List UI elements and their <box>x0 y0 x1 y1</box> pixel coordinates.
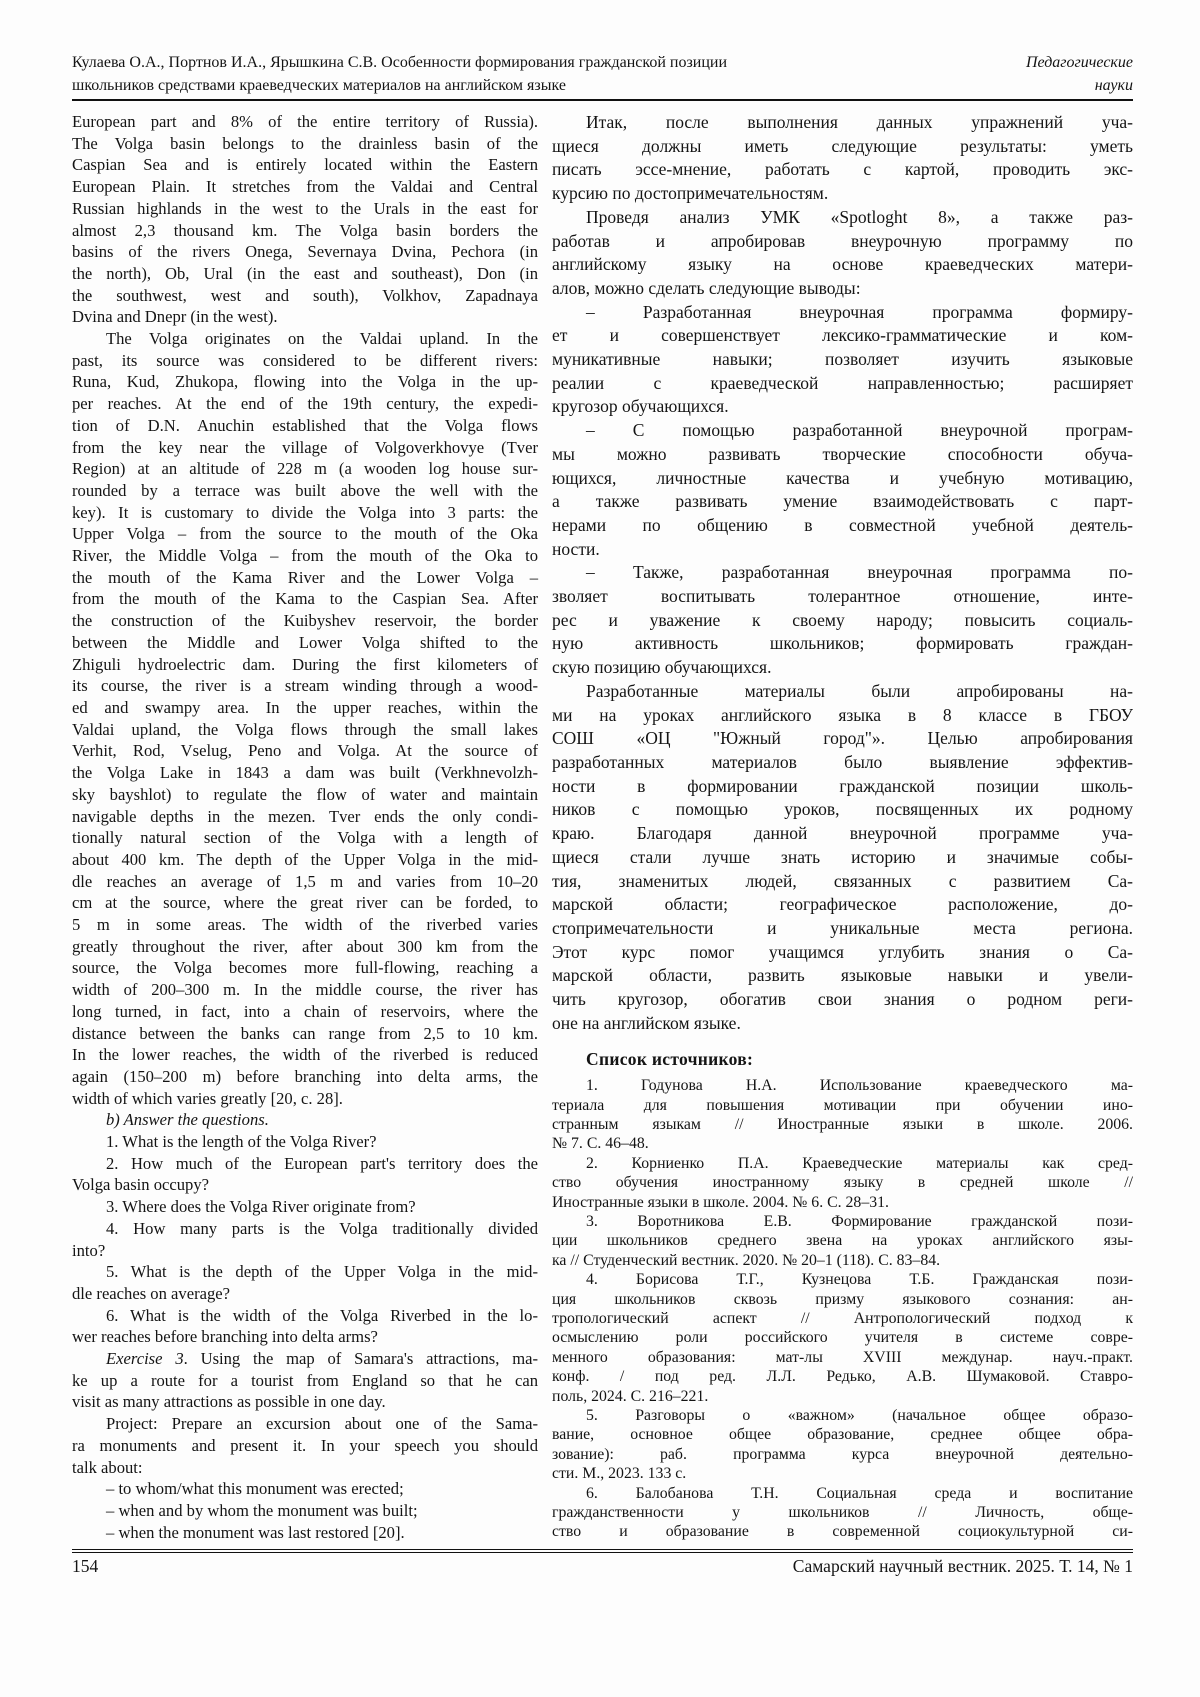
text-line: 4. How many parts is the Volga traditionally divided <box>106 1218 538 1238</box>
question-1 <box>72 1131 538 1153</box>
text-line: cm at the source, where the great river can be forded, to <box>72 893 538 913</box>
text-line: Caspian Sea and is entirely located within the Eastern <box>72 155 538 175</box>
text-line: 2. How much of the European part's territory does the <box>106 1153 538 1173</box>
reference-1 <box>552 1076 1133 1154</box>
text-line: работав и апробировав внеурочную программу по <box>552 230 1133 251</box>
text-line: муникативные навыки; позволяет изучить языковые <box>552 349 1133 370</box>
text-line: from the mouth of the Kama to the Caspian Sea. After <box>72 589 538 609</box>
text-line: Russian highlands in the west to the Urals in the east for <box>72 198 538 218</box>
text-line: сти. М., 2023. 133 с. <box>552 1465 687 1483</box>
text-line: ство обучения иностранному языку в средней школе // <box>552 1174 1133 1192</box>
text-line: visit as many attractions as possible in one day. <box>72 1392 386 1412</box>
text-line: 6. What is the width of the Volga Riverbed in the lo- <box>106 1305 538 1325</box>
text-line: about 400 km. The depth of the Upper Volga in the mid- <box>72 849 538 869</box>
text-line: between the Middle and Lower Volga shifted to the <box>72 632 538 652</box>
text-line: ную активность школьников; формировать граждан- <box>552 633 1133 654</box>
text-line: Dvina and Dnepr (in the west). <box>72 307 278 327</box>
text-line: – Разработанная внеурочная программа формиру- <box>586 301 1133 322</box>
text-line: мы можно развивать творческие способности обуча- <box>552 443 1133 464</box>
text-line: странным языкам // Иностранные языки в школе. 2006. <box>552 1115 1133 1133</box>
page-footer <box>72 1556 1133 1577</box>
text-line: The Volga originates on the Valdai upland. In the <box>106 329 538 349</box>
reference-5 <box>552 1406 1133 1484</box>
text-line: а также развивать умение взаимодействовать с парт- <box>552 491 1133 512</box>
reference-4 <box>552 1270 1133 1406</box>
text-line: ke up a route for a tourist from England so that he can <box>72 1370 538 1390</box>
text-line: 3. Воротникова Е.В. Формирование гражданской пози- <box>586 1212 1133 1230</box>
text-line: per reaches. At the end of the 19th century, the expedi- <box>72 394 538 414</box>
header-rule <box>72 99 1133 101</box>
running-head <box>72 52 1133 97</box>
text-line: navigable depths in the mezen. Tver ends the only condi- <box>72 806 538 826</box>
question-6 <box>72 1305 538 1348</box>
text-line: ка // Студенческий вестник. 2020. № 20–1 (118). С. 83–84. <box>552 1251 941 1269</box>
text-line: СОШ «ОЦ "Южный город"». Целью апробирования <box>552 728 1133 749</box>
conclusion-1 <box>552 301 1133 420</box>
left-column <box>72 111 538 1543</box>
text-line: ция школьников сквозь призму языкового сознания: ан- <box>552 1290 1133 1308</box>
text-line: писать эссе-мнение, работать с картой, проводить экс- <box>552 159 1133 180</box>
approbation-paragraph <box>552 680 1133 1036</box>
section-name-header <box>1026 52 1133 97</box>
text-line: щиеся стали лучше знать историю и значимые собы- <box>552 846 1133 867</box>
reference-2 <box>552 1154 1133 1212</box>
conclusion-3 <box>552 561 1133 680</box>
text-line: ющихся, личностные качества и учебную мотивацию, <box>552 467 1133 488</box>
text-line: past, its source was considered to be different rivers: <box>72 350 538 370</box>
article-title-header <box>72 52 1026 97</box>
text-line: distance between the banks can range from 2,5 to 10 km. <box>72 1023 538 1043</box>
volga-origin-paragraph <box>72 328 538 1109</box>
text-line: European Plain. It stretches from the Valdai and Central <box>72 177 538 197</box>
text-line: basins of the rivers Onega, Severnaya Dvina, Pechora (in <box>72 242 538 262</box>
text-line: вание, основное общее образование, среднее общее обра- <box>552 1426 1133 1444</box>
task-b-heading <box>72 1109 538 1131</box>
project-paragraph <box>72 1413 538 1478</box>
text-line: 3. Where does the Volga River originate from? <box>106 1197 416 1217</box>
text-line: tion of D.N. Anuchin established that the Volga flows <box>72 415 538 435</box>
text-line: конф. / под ред. Л.Л. Редько, А.В. Шумаковой. Ставро- <box>552 1368 1133 1386</box>
text-line: rounded by a terrace was built above the well with the <box>72 480 538 500</box>
exercise-3-paragraph <box>72 1348 538 1413</box>
text-line: dle reaches an average of 1,5 m and varies from 10–20 <box>72 871 538 891</box>
text-line: 6. Балобанова Т.Н. Социальная среда и воспитание <box>586 1484 1133 1502</box>
results-paragraph <box>552 111 1133 206</box>
text-line: зволяет воспитывать толерантное отношение, инте- <box>552 586 1133 607</box>
text-line: ников с помощью уроков, посвященных их родному <box>552 799 1133 820</box>
text-line: нерами по общению в совместной учебной деятель- <box>552 514 1133 535</box>
text-line: – when the monument was last restored [20]. <box>106 1522 405 1542</box>
reference-6 <box>552 1484 1133 1542</box>
text-line: разработанных материалов было выявление эффектив- <box>552 751 1133 772</box>
reference-3 <box>552 1212 1133 1270</box>
text-line: key). It is customary to divide the Volga into 3 parts: the <box>72 502 538 522</box>
text-line: 4. Борисова Т.Г., Кузнецова Т.Б. Гражданская пози- <box>586 1271 1133 1289</box>
text-line: чить кругозор, обогатив свои знания о родном реги- <box>552 989 1133 1010</box>
question-4 <box>72 1218 538 1261</box>
text-line: ции школьников среднего звена на уроках английского язы- <box>552 1232 1133 1250</box>
text-line: The Volga basin belongs to the drainless basin of the <box>72 133 538 153</box>
text-line: марской области, развить языковые навыки и увели- <box>552 965 1133 986</box>
text-line: Project: Prepare an excursion about one of the Sama- <box>106 1414 538 1434</box>
text-line: ности в формировании гражданской позиции школь- <box>552 775 1133 796</box>
project-item-1 <box>72 1478 538 1500</box>
text-line: рес и уважение к своему народу; повысить социаль- <box>552 609 1133 630</box>
text-line: almost 2,3 thousand km. The Volga basin borders the <box>72 220 538 240</box>
text-line: ности. <box>552 538 600 559</box>
journal-citation: Самарский научный вестник. 2025. Т. 14, № 1 <box>792 1556 1133 1576</box>
text-line: тия, знаменитых людей, связанных с развитием Са- <box>552 870 1133 891</box>
project-item-2 <box>72 1500 538 1522</box>
text-line: стопримечательности и уникальные места региона. <box>552 917 1133 938</box>
text-line: алов, можно сделать следующие выводы: <box>552 277 861 298</box>
text-line: width of which varies greatly [20, c. 28]. <box>72 1088 343 1108</box>
page-number: 154 <box>72 1556 99 1576</box>
question-2 <box>72 1153 538 1196</box>
text-line: Разработанные материалы были апробированы на- <box>586 680 1133 701</box>
article-title-line-1: Кулаева О.А., Портнов И.А., Ярышкина С.В. Особенности формирования гражданской позиции <box>72 54 728 71</box>
text-line: 5. What is the depth of the Upper Volga in the mid- <box>106 1262 538 1282</box>
text-line: Итак, после выполнения данных упражнений уча- <box>586 112 1133 132</box>
text-line: Exercise 3. Using the map of Samara's attractions, ma- <box>106 1349 539 1369</box>
text-line: Runa, Kud, Zhukopa, flowing into the Volga in the up- <box>72 372 538 392</box>
text-line: Этот курс помог учащимся углубить знания о Са- <box>552 941 1133 962</box>
text-line: Valdai upland, the Volga flows through the small lakes <box>72 719 538 739</box>
text-line: sky bayshlot) to regulate the flow of water and maintain <box>72 784 538 804</box>
text-line: the southwest, west and south), Volkhov, Zapadnaya <box>72 285 538 305</box>
text-line: 1. What is the length of the Volga River? <box>106 1132 377 1152</box>
text-line: краю. Благодаря данной внеурочной программе уча- <box>552 823 1133 844</box>
text-line: European part and 8% of the entire territory of Russia). <box>72 112 538 131</box>
analysis-paragraph <box>552 206 1133 301</box>
text-line: 1. Годунова Н.А. Использование краеведческого ма- <box>586 1077 1133 1095</box>
article-body <box>72 111 1133 1543</box>
question-5 <box>72 1261 538 1304</box>
text-line: английскому языку на основе краеведческих матери- <box>552 254 1133 275</box>
section-name-line-1: Педагогические <box>1025 54 1133 71</box>
text-line: териала для повышения мотивации при обучении ино- <box>552 1096 1133 1114</box>
text-line: марской области; географическое расположение, до- <box>552 894 1133 915</box>
text-line: into? <box>72 1240 106 1260</box>
text-line: – С помощью разработанной внеурочной програм- <box>586 420 1133 441</box>
project-item-3 <box>72 1522 538 1544</box>
text-line: the Volga Lake in 1843 a dam was built (Verkhnevolzh- <box>72 763 538 783</box>
text-line: ми на уроках английского языка в 8 классе в ГБОУ <box>552 704 1133 725</box>
text-line: greatly throughout the river, after about 300 km from the <box>72 936 538 956</box>
text-line: Region) at an altitude of 228 m (a wooden log house sur- <box>72 459 538 479</box>
text-line: Иностранные языки в школе. 2004. № 6. С. 28–31. <box>552 1193 889 1211</box>
footer-rule <box>72 1549 1133 1553</box>
text-line: talk about: <box>72 1457 143 1477</box>
text-line: its course, the river is a stream winding through a wood- <box>72 676 538 696</box>
text-line: 5. Разговоры о «важном» (начальное общее образо- <box>586 1407 1133 1425</box>
text-line: the mouth of the Kama River and the Lower Volga – <box>72 567 538 587</box>
text-line: In the lower reaches, the width of the riverbed is reduced <box>72 1045 538 1065</box>
text-line: Zhiguli hydroelectric dam. During the first kilometers of <box>72 654 538 674</box>
text-line: the construction of the Kuibyshev reservoir, the border <box>72 611 538 631</box>
text-line: Upper Volga – from the source to the mouth of the Oka <box>72 524 538 544</box>
text-line: dle reaches on average? <box>72 1283 230 1303</box>
text-line: wer reaches before branching into delta arms? <box>72 1327 378 1347</box>
text-line: ra monuments and present it. In your speech you should <box>72 1435 538 1455</box>
text-line: width of 200–300 m. In the middle course, the river has <box>72 980 538 1000</box>
volga-basin-paragraph <box>72 111 538 328</box>
text-line: курсию по достопримечательностям. <box>552 183 829 204</box>
text-line: осмыслению роли российского учителя в системе совре- <box>552 1329 1133 1347</box>
question-3 <box>72 1196 538 1218</box>
text-line: гражданственности у школьников // Личность, обще- <box>552 1504 1133 1522</box>
text-line: оне на английском языке. <box>552 1012 741 1033</box>
text-line: – when and by whom the monument was built; <box>106 1501 418 1520</box>
text-line: Verhit, Rod, Vselug, Peno and Volga. At the source of <box>72 741 538 761</box>
article-title-line-2: школьников средствами краеведческих материалов на английском языке <box>72 76 566 94</box>
text-line: щиеся должны иметь следующие результаты: уметь <box>552 135 1133 156</box>
conclusion-2 <box>552 419 1133 561</box>
text-line: Volga basin occupy? <box>72 1175 210 1195</box>
text-line: from the key near the village of Volgoverkhovye (Tver <box>72 437 538 457</box>
text-line: Список источников: <box>586 1049 754 1070</box>
right-column <box>552 111 1133 1543</box>
text-line: again (150–200 m) before branching into delta arms, the <box>72 1066 538 1086</box>
text-line: the north), Ob, Ural (in the east and southeast), Don (in <box>72 263 538 283</box>
section-name-line-2: науки <box>1094 76 1133 94</box>
text-line: – Также, разработанная внеурочная программа по- <box>586 562 1133 583</box>
text-line: тропологический аспект // Антропологический подход к <box>552 1310 1133 1327</box>
text-line: менного образования: мат-лы XVIII междунар. науч.-практ. <box>552 1348 1133 1366</box>
text-line: long turned, in fact, into a chain of reservoirs, where the <box>72 1001 538 1021</box>
text-line: скую позицию обучающихся. <box>552 657 772 678</box>
text-line: 5 m in some areas. The width of the riverbed varies <box>72 915 538 935</box>
text-line: tionally natural section of the Volga with a length of <box>72 828 538 848</box>
text-line: 2. Корниенко П.А. Краеведческие материалы как сред- <box>586 1154 1133 1172</box>
text-line: source, the Volga becomes more full-flowing, reaching a <box>72 958 538 978</box>
text-line: поль, 2024. С. 216–221. <box>552 1387 709 1405</box>
text-line: ed and swampy area. In the upper reaches, within the <box>72 697 538 717</box>
text-line: ство и образование в современной социокультурной си- <box>552 1523 1133 1541</box>
text-line: кругозор обучающихся. <box>552 396 729 417</box>
text-line: b) Answer the questions. <box>106 1110 269 1130</box>
text-line: реалии с краеведческой направленностью; расширяет <box>552 372 1133 393</box>
text-line: River, the Middle Volga – from the mouth of the Oka to <box>72 546 538 566</box>
text-line: ет и совершенствует лексико-грамматические и ком- <box>552 325 1133 346</box>
text-line: № 7. С. 46–48. <box>552 1135 649 1153</box>
sources-heading <box>552 1048 1133 1072</box>
text-line: зование): раб. программа курса внеурочной деятельно- <box>552 1445 1133 1463</box>
text-line: – to whom/what this monument was erected; <box>106 1479 404 1499</box>
text-line: Проведя анализ УМК «Spotloght 8», а также раз- <box>586 206 1133 227</box>
